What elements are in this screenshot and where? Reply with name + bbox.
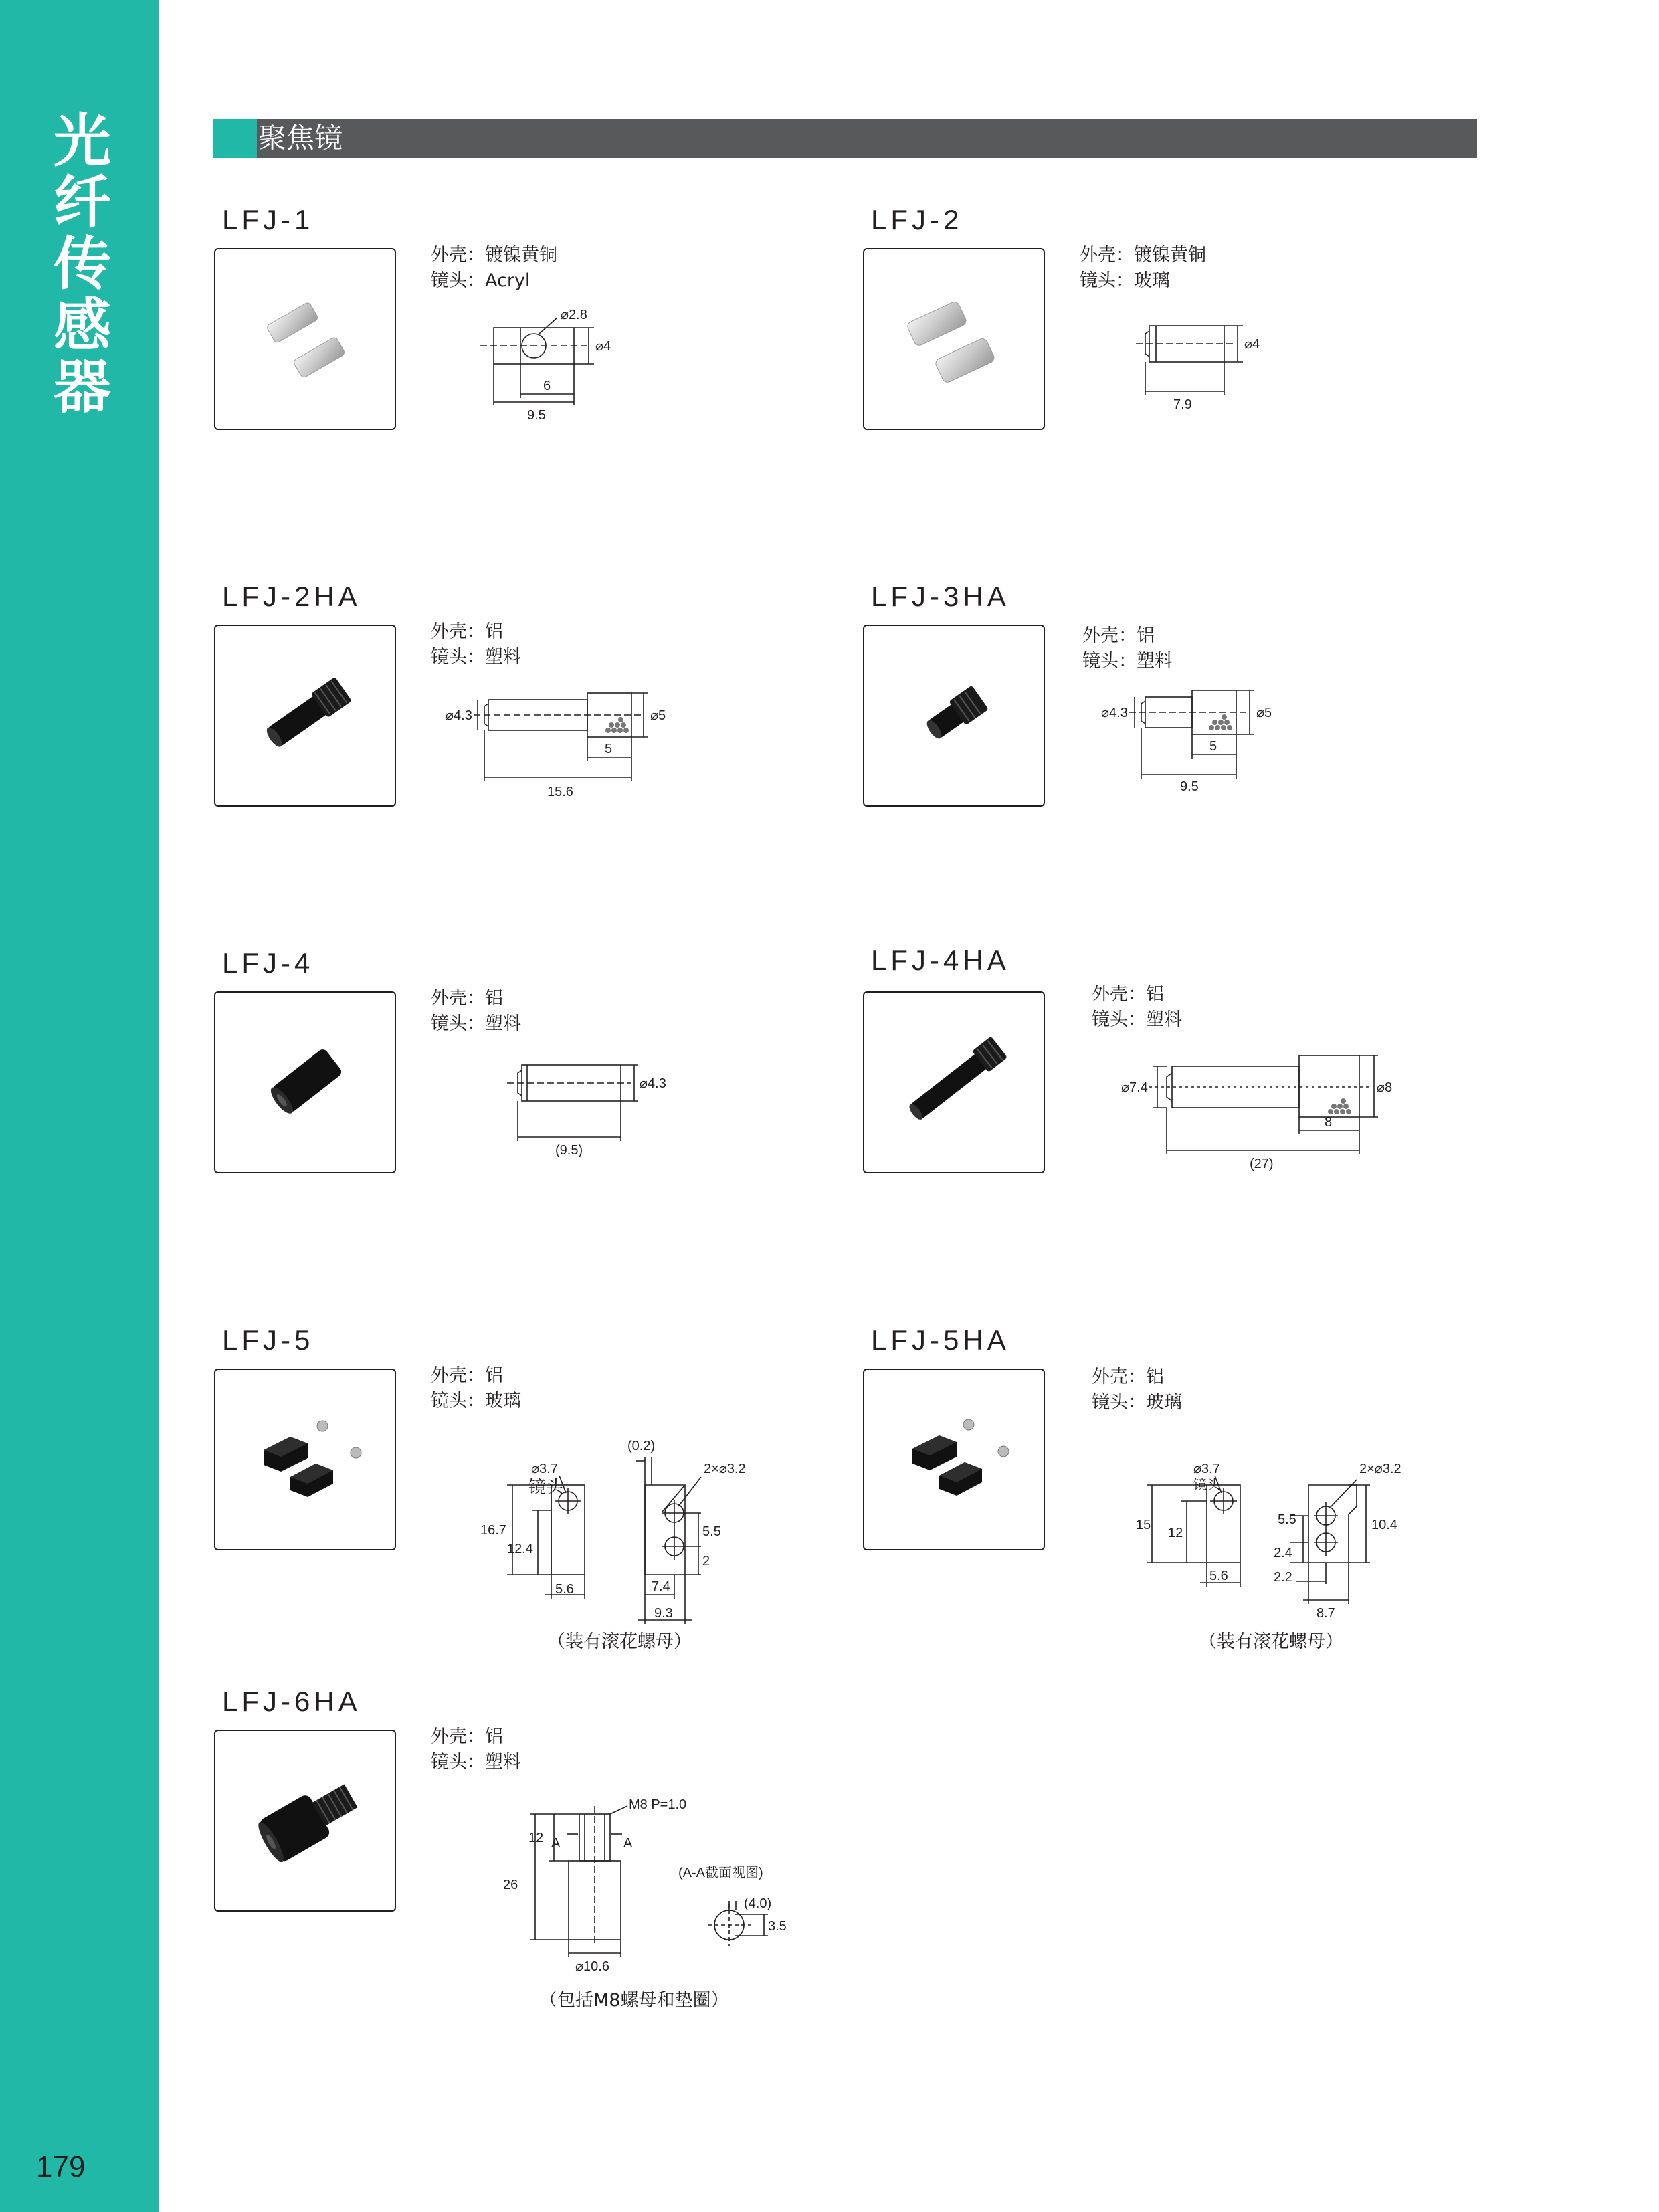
product-photo [214, 248, 396, 430]
product-title: LFJ-3HA [871, 581, 1010, 612]
dim-label: ⌀7.4 [1121, 1080, 1148, 1095]
dim-label: (0.2) [627, 1439, 656, 1453]
lens-label: 镜头： [431, 1013, 485, 1034]
dim-label: 5.6 [1209, 1569, 1228, 1583]
dim-label: ⌀4.3 [640, 1076, 666, 1091]
dim-label: ⌀4.3 [446, 708, 472, 723]
product-lfj-2ha [213, 581, 882, 955]
dimension-drawing [1062, 284, 1357, 438]
dim-label: 镜头 [528, 1477, 564, 1497]
shell-material: 铝 [1146, 984, 1164, 1005]
product-lfj-5ha [862, 1324, 1531, 1699]
product-title: LFJ-2HA [222, 581, 361, 612]
product-photo [863, 991, 1045, 1173]
dim-label: 16.7 [480, 1523, 506, 1538]
sidebar-title [45, 108, 119, 421]
shell-material: 铝 [1137, 625, 1155, 646]
dim-label: A [623, 1836, 633, 1851]
dim-label: 12 [528, 1831, 544, 1845]
product-title: LFJ-4 [222, 947, 314, 979]
shell-label: 外壳： [1080, 245, 1134, 266]
sidebar-char: 光 [54, 108, 111, 175]
dimension-drawing [480, 1423, 828, 1624]
product-title: LFJ-5HA [871, 1324, 1010, 1356]
specs [1092, 1365, 1182, 1415]
dim-label: 12.4 [507, 1542, 533, 1556]
shell-label: 外壳： [1082, 625, 1137, 646]
lens-material: 塑料 [485, 1013, 521, 1034]
lens-label: 镜头： [1092, 1392, 1146, 1413]
dimension-drawing [1136, 1423, 1484, 1624]
note: （包括M8螺母和垫圈） [539, 1990, 729, 2011]
product-photo [214, 991, 396, 1173]
shell-material: 铝 [485, 1365, 503, 1386]
shell-label: 外壳： [1092, 984, 1146, 1005]
product-title: LFJ-4HA [871, 944, 1010, 976]
lens-material: 玻璃 [1134, 270, 1170, 291]
shell-label: 外壳： [1092, 1367, 1146, 1387]
shell-material: 铝 [485, 621, 503, 642]
dim-label: M8 P=1.0 [629, 1799, 687, 1812]
dim-label: (4.0) [744, 1896, 772, 1911]
lens-material: 塑料 [1137, 651, 1173, 672]
lens-material: 塑料 [485, 1752, 521, 1773]
dim-label: 5.5 [1278, 1512, 1296, 1527]
dim-label: 2×⌀3.2 [704, 1462, 746, 1476]
lens-label: 镜头： [431, 270, 485, 291]
dimension-drawing [413, 1027, 708, 1181]
dim-label: 9.5 [527, 408, 546, 423]
specs [1092, 982, 1182, 1033]
dim-label: ⌀5 [650, 708, 666, 723]
lens-material: 塑料 [1146, 1009, 1182, 1030]
shell-material: 镀镍黄铜 [1134, 245, 1206, 266]
product-photo [214, 625, 396, 807]
lens-material: Acryl [485, 270, 530, 291]
section-accent [213, 119, 257, 158]
page-number: 179 [36, 2150, 86, 2183]
product-photo [214, 1730, 396, 1912]
dim-label: 7.4 [652, 1579, 670, 1594]
lens-label: 镜头： [1082, 651, 1137, 672]
dim-label: 12 [1168, 1526, 1183, 1540]
dim-label: ⌀2.8 [561, 308, 587, 322]
product-lfj-1 [213, 204, 882, 579]
dim-label: ⌀3.7 [531, 1462, 558, 1476]
dim-label: 2×⌀3.2 [1359, 1462, 1401, 1476]
dimension-drawing [487, 1799, 862, 1973]
dimension-drawing [1062, 661, 1383, 821]
shell-label: 外壳： [431, 245, 485, 266]
sidebar-char: 器 [54, 354, 111, 421]
product-lfj-3ha [862, 581, 1531, 955]
shell-label: 外壳： [431, 1726, 485, 1747]
dim-label: 9.5 [1180, 779, 1199, 794]
dim-label: ⌀4 [1244, 337, 1260, 352]
dim-label: 15 [1136, 1518, 1151, 1532]
product-title: LFJ-5 [222, 1324, 314, 1356]
shell-label: 外壳： [431, 621, 485, 642]
section-header [213, 119, 1477, 158]
specs [431, 1724, 521, 1775]
sidebar-char: 感 [54, 292, 111, 359]
product-title: LFJ-6HA [222, 1686, 361, 1717]
lens-material: 塑料 [485, 647, 521, 668]
dim-label: 5.5 [702, 1524, 721, 1539]
dim-label: 2.4 [1274, 1546, 1292, 1561]
sidebar-char: 传 [54, 231, 111, 298]
dim-label: 26 [503, 1878, 518, 1892]
dim-label: 3.5 [768, 1919, 787, 1934]
product-photo [863, 625, 1045, 807]
dim-label: 2 [702, 1554, 710, 1569]
shell-material: 铝 [485, 988, 503, 1009]
product-lfj-5 [213, 1324, 882, 1699]
lens-label: 镜头： [431, 1752, 485, 1773]
product-title: LFJ-2 [871, 204, 963, 235]
dim-label: (A-A截面视图) [678, 1866, 763, 1880]
dimension-drawing [413, 284, 708, 438]
dim-label: 7.9 [1173, 397, 1192, 412]
product-title: LFJ-1 [222, 204, 314, 235]
dim-label: 8 [1325, 1115, 1333, 1130]
dimension-drawing [413, 661, 735, 821]
dim-label: 6 [543, 379, 551, 393]
dim-label: ⌀5 [1256, 706, 1272, 720]
dim-label: 镜头 [1193, 1478, 1220, 1492]
shell-label: 外壳： [431, 1365, 485, 1386]
lens-label: 镜头： [1080, 270, 1134, 291]
lens-material: 玻璃 [1146, 1392, 1182, 1413]
dimension-drawing [1082, 1041, 1430, 1201]
dim-label: ⌀4.3 [1101, 706, 1128, 720]
product-photo [863, 248, 1045, 430]
dim-label: 2.2 [1274, 1570, 1292, 1585]
dim-label: 10.4 [1371, 1518, 1397, 1532]
sidebar-char: 纤 [54, 169, 111, 236]
note: （装有滚花螺母） [1199, 1631, 1343, 1652]
specs [431, 1363, 521, 1414]
lens-label: 镜头： [431, 647, 485, 668]
product-lfj-4 [213, 947, 882, 1322]
dim-label: ⌀3.7 [1193, 1462, 1220, 1476]
dim-label: A [551, 1836, 561, 1851]
dim-label: ⌀8 [1377, 1080, 1393, 1095]
dim-label: ⌀4 [595, 339, 611, 354]
product-photo [214, 1369, 396, 1550]
product-lfj-6ha [213, 1686, 882, 2060]
dim-label: 15.6 [547, 785, 573, 799]
shell-label: 外壳： [431, 988, 485, 1009]
dim-label: 8.7 [1316, 1606, 1335, 1621]
product-photo [863, 1369, 1045, 1550]
lens-material: 玻璃 [485, 1391, 521, 1411]
dim-label: (9.5) [555, 1143, 583, 1158]
dim-label: 5.6 [555, 1582, 574, 1597]
note: （装有滚花螺母） [547, 1631, 692, 1652]
dim-label: 9.3 [654, 1606, 673, 1621]
shell-material: 铝 [1146, 1367, 1164, 1387]
dim-label: 5 [1209, 739, 1217, 754]
lens-label: 镜头： [1092, 1009, 1146, 1030]
section-title: 聚焦镜 [258, 122, 343, 155]
shell-material: 铝 [485, 1726, 503, 1747]
shell-material: 镀镍黄铜 [485, 245, 557, 266]
dim-label: (27) [1250, 1157, 1274, 1171]
dim-label: 5 [605, 742, 613, 757]
product-lfj-4ha [862, 944, 1531, 1322]
product-lfj-2 [862, 204, 1531, 579]
dim-label: ⌀10.6 [575, 1959, 609, 1973]
lens-label: 镜头： [431, 1391, 485, 1411]
sidebar [0, 0, 159, 2212]
